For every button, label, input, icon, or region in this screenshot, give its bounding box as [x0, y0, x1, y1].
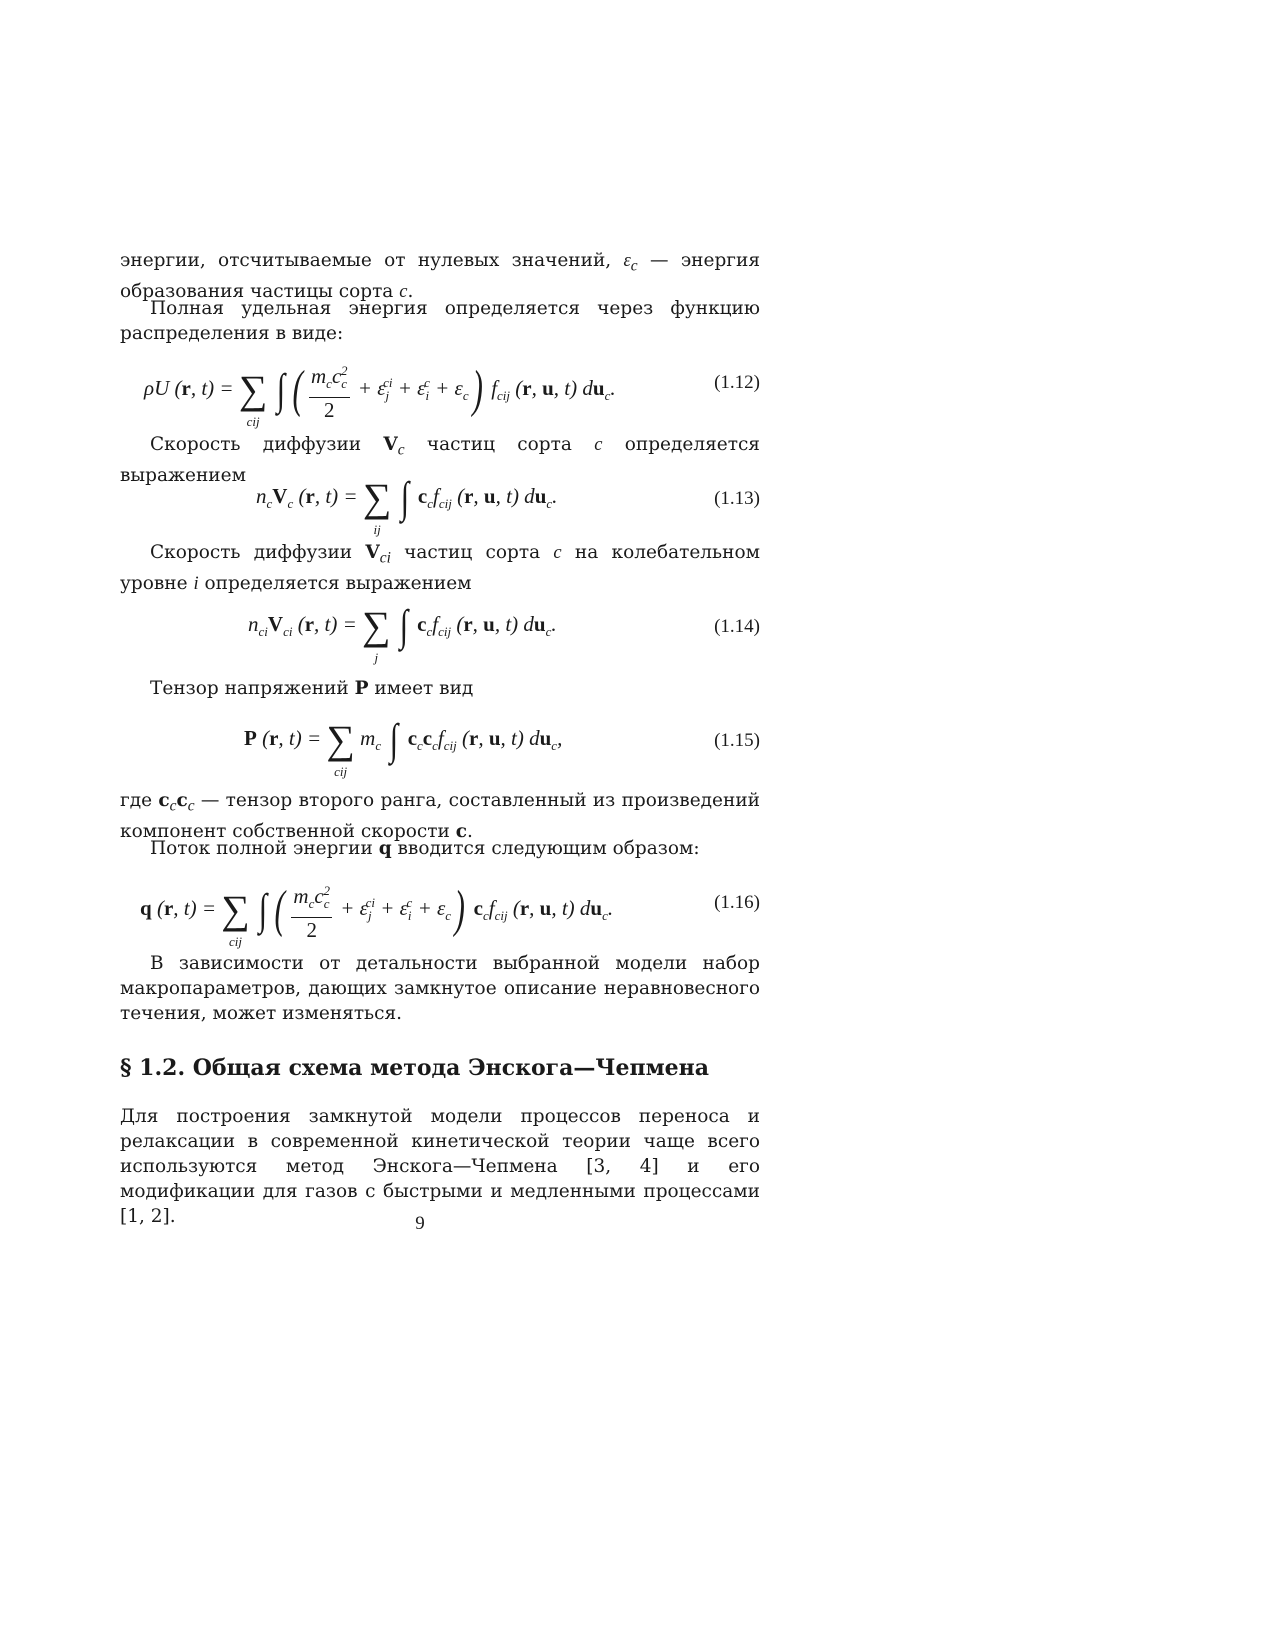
paragraph-energy-flux: Поток полной энергии q вводится следующим образом: [150, 838, 700, 859]
page-number: 9 [415, 1213, 425, 1234]
equation-1-12: ρU (r, t) = ∑ cij ∫ ( $\frac{m_cc_c^2}{2}$ + $\varepsilon_j^{ci} + \varepsilon_i^c + \varepsilon_c$) $f_{cij}$ (r, u, t) $du_c$. (1.12) [120, 356, 760, 416]
paragraph-energy-intro: Полная удельная энергия определяется через функцию распределения в виде: [120, 298, 760, 344]
section-heading: § 1.2. Общая схема метода Энскога—Чепмена [120, 1055, 710, 1081]
paragraph-chapman-enskog: Для построения замкнутой модели процессов переноса и релаксации в современной кинетической теории чаще всего используются метод Энскога—Чепмена [3, 4] и его модификации для газов с быстрыми и медленными процессами [1, 2]. [120, 1106, 760, 1227]
paragraph-tensor-definition: где $c_cc_c$ — тензор второго ранга, составленный из произведений компонент собственной скорости c. [120, 790, 760, 842]
equation-number: (1.13) [714, 488, 760, 509]
equation-number: (1.14) [714, 616, 760, 637]
paragraph-continuation: энергии, отсчитываемые от нулевых значений, $\varepsilon_c$ — энергия образования частицы сорта c. [120, 250, 760, 302]
equation-number: (1.12) [714, 372, 760, 393]
equation-1-15: P (r, t) = ∑ cij $m_c$ ∫ $c_cc_cf_{cij}$ (r, u, t) $du_c$, (1.15) [244, 715, 760, 779]
equation-number: (1.16) [714, 892, 760, 913]
paragraph-stress-tensor: Тензор напряжений P имеет вид [150, 678, 474, 699]
equation-1-14: $n_{ci}V_{ci}$ (r, t) = ∑ j ∫ $c_cf_{cij}$ (r, u, t) $du_c$. (1.14) [248, 601, 760, 665]
equation-1-13: $n_cV_c$ (r, t) = ∑ ij ∫ $c_cf_{cij}$ (r, u, t) $du_c$. (1.13) [256, 473, 760, 537]
equation-1-16: q (r, t) = ∑ cij ∫ ( $\frac{m_cc_c^2}{2}$ + $\varepsilon_j^{ci} + \varepsilon_i^c + \varepsilon_c$) $c_cf_{cij}$ (r, u, t) $du_c$. (1.16) [120, 876, 760, 936]
paragraph-vibrational-diffusion: Скорость диффузии $V_{ci}$ частиц сорта c на колебательном уровне i определяется выражением [120, 542, 760, 594]
paragraph-diffusion-velocity: Скорость диффузии $V_c$ частиц сорта c определяется выражением [120, 434, 760, 486]
paragraph-macroparameters: В зависимости от детальности выбранной модели набор макропараметров, дающих замкнутое описание неравновесного течения, может изменяться. [120, 953, 760, 1024]
equation-number: (1.15) [714, 730, 760, 751]
